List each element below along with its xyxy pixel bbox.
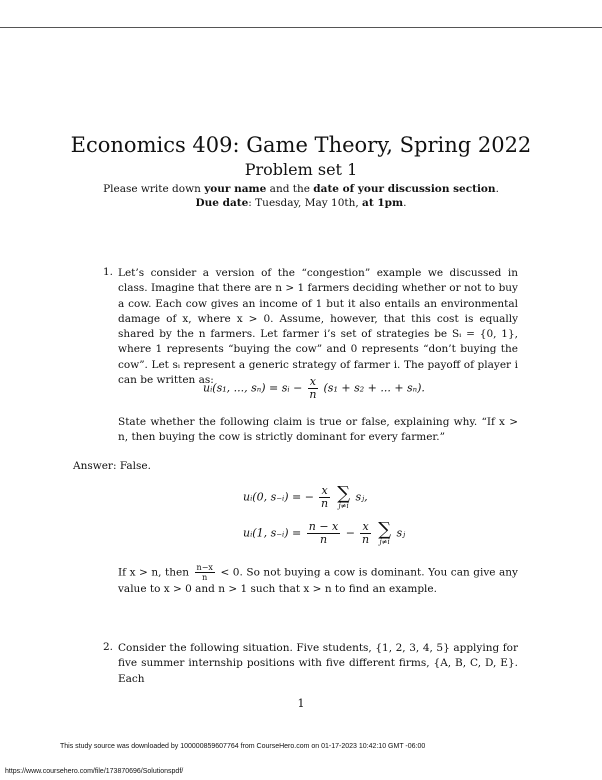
page-number: 1 — [297, 697, 305, 710]
answer-equation-2: uᵢ(1, s₋ᵢ) = $\frac{n - x}{n}$ − $\frac{x}{n}$ ∑ j≠i sⱼ — [243, 518, 406, 546]
answer-explanation: If x > n, then $\frac{n-x}{n}$ < 0. So not buying a cow is dominant. You can give any value to x > 0 and n > 1 such that x > n to find an example. — [118, 563, 518, 595]
problem-1-claim: State whether the following claim is true or false, explaining why. “If x > n, then buying the cow is strictly dominant for every farmer.” — [118, 416, 518, 444]
problem-2-number: 2. — [103, 641, 114, 653]
document-title: Economics 409: Game Theory, Spring 2022 — [70, 133, 532, 157]
instruction-line: Please write down your name and the date of your discussion section. — [103, 183, 499, 195]
problem-2-text: Consider the following situation. Five students, {1, 2, 3, 4, 5} applying for five summer internship positions with five different firms, {A, B, C, D, E}. Each — [118, 642, 518, 685]
payoff-equation: uᵢ(s₁, ..., sₙ) = sᵢ − $\frac{x}{n}$ (s₁ + s₂ + ... + sₙ). — [203, 375, 425, 401]
problem-1-text: Let’s consider a version of the “congestion” example we discussed in class. Imagine that there are n > 1 farmers deciding whether or not to buy a cow. Each cow gives an income of 1 but it also entails an environmental damage of x, where x > 0. Assume, however, that this cost is equally shared by the n farmers. Let farmer i’s set of strategies be Sᵢ = {0, 1}, where 1 represents “buying the cow” and 0 represents “don’t buying the cow”. Let sᵢ represent a generic strategy of farmer i. The payoff of player i can be written as: — [118, 267, 518, 387]
download-note: This study source was downloaded by 100000859607764 from CourseHero.com on 01-17-2023 10:42:10 GMT -06:00 — [60, 743, 426, 750]
answer-equation-1: uᵢ(0, s₋ᵢ) = − $\frac{x}{n}$ ∑ j≠i sⱼ, — [243, 482, 368, 510]
answer-text: Answer: False. — [73, 460, 151, 472]
due-date-line: Due date: Tuesday, May 10th, at 1pm. — [195, 197, 407, 209]
top-rule — [0, 27, 602, 28]
problem-1-number: 1. — [103, 266, 114, 278]
document-subtitle: Problem set 1 — [244, 160, 358, 179]
source-url[interactable]: https://www.coursehero.com/file/173870696/Solutionspdf/ — [5, 768, 184, 775]
